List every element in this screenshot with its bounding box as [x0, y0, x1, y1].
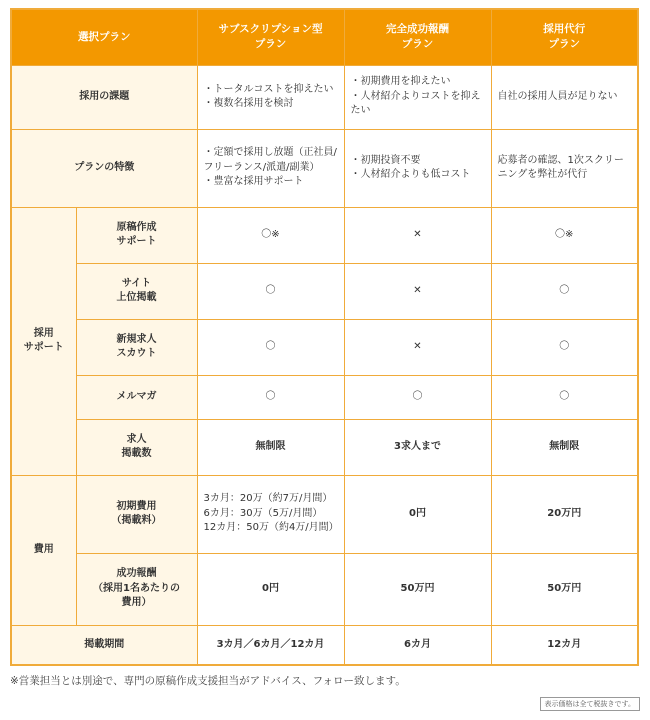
- row-label-success-fee-line1: 成功報酬: [116, 568, 157, 580]
- row-label-mailmag-text: メルマガ: [116, 390, 157, 402]
- cross-mark: ✕: [344, 263, 491, 319]
- row-label-scout-line2: スカウト: [116, 348, 157, 359]
- table-row-scout: [11, 319, 638, 375]
- row-label-site-top: [76, 263, 197, 319]
- cell-feature-subscription: [197, 129, 344, 207]
- group-label-cost: [11, 475, 76, 625]
- row-label-manuscript-line2: サポート: [116, 236, 157, 247]
- row-label-site-top-line1: サイト: [121, 277, 152, 289]
- list-item: 12カ月：50万（約4万/月間）: [203, 522, 339, 534]
- tax-notice: 表示価格は全て税抜きです。: [540, 697, 640, 711]
- circle-mark: 〇: [197, 375, 344, 419]
- list-item: ・初期費用を抑えたい: [350, 76, 451, 88]
- header-agency-plan: [491, 9, 638, 65]
- cell-success-fee-subscription: 0円: [197, 553, 344, 625]
- circle-mark: 〇: [491, 375, 638, 419]
- cell-initial-fee-agency: 20万円: [491, 475, 638, 553]
- row-label-initial-fee: [76, 475, 197, 553]
- row-label-mailmag: [76, 375, 197, 419]
- cell-feature-agency-text: 応募者の確認、1次スクリーニングを弊社が代行: [497, 154, 624, 180]
- header-agency-line2: プラン: [548, 38, 580, 51]
- row-label-period-text: 掲載期間: [84, 638, 125, 650]
- row-label-posting-count-line2: 掲載数: [121, 448, 152, 459]
- row-label-initial-fee-line2: （掲載料）: [111, 515, 162, 526]
- row-label-scout-line1: 新規求人: [116, 333, 157, 345]
- cell-period-success: 6カ月: [344, 625, 491, 665]
- cell-posting-count-success: 3求人まで: [344, 419, 491, 475]
- header-success-line2: プラン: [401, 38, 434, 51]
- table-row-issue: [11, 65, 638, 129]
- cell-posting-count-subscription: 無制限: [197, 419, 344, 475]
- header-row: [11, 9, 638, 65]
- list-item: ・トータルコストを抑えたい: [203, 83, 334, 95]
- row-label-success-fee-line3: 費用）: [121, 597, 152, 609]
- cell-feature-agency: [491, 129, 638, 207]
- footnote: ※営業担当とは別途で、専門の原稿作成支援担当がアドバイス、フォロー致します。: [10, 675, 406, 687]
- header-success-line1: 完全成功報酬: [386, 23, 449, 36]
- cell-success-fee-success: 50万円: [344, 553, 491, 625]
- circle-mark: 〇: [197, 319, 344, 375]
- circle-mark: 〇: [344, 375, 491, 419]
- table-row-mailmag: [11, 375, 638, 419]
- group-label-support: [11, 207, 76, 475]
- table-row-period: [11, 625, 638, 665]
- list-item: ・人材紹介よりも低コスト: [350, 169, 471, 180]
- cell-period-agency: 12カ月: [491, 625, 638, 665]
- table-row-site-top: [11, 263, 638, 319]
- table-row-initial-fee: [11, 475, 638, 553]
- list-item: ・定額で採用し放題（正社員/フリーランス/派遣/副業）: [203, 147, 337, 173]
- cross-mark: ✕: [344, 207, 491, 263]
- header-subscription-plan: [197, 9, 344, 65]
- row-label-success-fee-line2: （採用1名あたりの: [93, 582, 180, 594]
- table-row-feature: [11, 129, 638, 207]
- header-subscription-line1: サブスクリプション型: [218, 23, 323, 36]
- list-item: 6カ月：30万（5万/月間）: [203, 507, 323, 519]
- plan-comparison-table: [10, 8, 639, 666]
- group-label-cost-text: 費用: [33, 543, 54, 555]
- cell-success-fee-agency: 50万円: [491, 553, 638, 625]
- row-label-manuscript: [76, 207, 197, 263]
- row-label-initial-fee-line1: 初期費用: [116, 500, 157, 512]
- cross-mark: ✕: [344, 319, 491, 375]
- header-subscription-line2: プラン: [254, 38, 287, 51]
- header-select-plan-label: 選択プラン: [78, 30, 131, 43]
- circle-mark: 〇: [491, 263, 638, 319]
- table-row-posting-count: [11, 419, 638, 475]
- table-row-manuscript: [11, 207, 638, 263]
- circle-note-mark: 〇※: [491, 207, 638, 263]
- row-label-feature-text: プランの特徴: [74, 161, 135, 173]
- cell-issue-agency: [491, 65, 638, 129]
- table-row-success-fee: [11, 553, 638, 625]
- cell-issue-agency-text: 自社の採用人員が足りない: [497, 90, 618, 102]
- row-label-posting-count-line1: 求人: [126, 433, 147, 445]
- group-label-support-line1: 採用: [33, 327, 54, 339]
- header-select-plan: [11, 9, 197, 65]
- list-item: ・人材紹介よりコストを抑えたい: [350, 90, 481, 117]
- row-label-manuscript-line1: 原稿作成: [116, 221, 157, 233]
- list-item: ・初期投資不要: [350, 154, 421, 166]
- row-label-issue-text: 採用の課題: [79, 90, 130, 102]
- row-label-feature: [11, 129, 197, 207]
- circle-mark: 〇: [491, 319, 638, 375]
- header-agency-line1: 採用代行: [543, 23, 586, 36]
- row-label-period: [11, 625, 197, 665]
- cell-feature-success: [344, 129, 491, 207]
- cell-issue-subscription: [197, 65, 344, 129]
- cell-posting-count-agency: 無制限: [491, 419, 638, 475]
- circle-note-mark: 〇※: [197, 207, 344, 263]
- cell-initial-fee-subscription: [197, 475, 344, 553]
- header-success-fee-plan: [344, 9, 491, 65]
- group-label-support-line2: サポート: [23, 342, 64, 353]
- row-label-posting-count: [76, 419, 197, 475]
- circle-mark: 〇: [197, 263, 344, 319]
- row-label-success-fee: [76, 553, 197, 625]
- list-item: 3カ月：20万（約7万/月間）: [203, 493, 333, 505]
- row-label-issue: [11, 65, 197, 129]
- list-item: ・豊富な採用サポート: [203, 176, 304, 188]
- list-item: ・複数名採用を検討: [203, 98, 294, 109]
- row-label-site-top-line2: 上位掲載: [116, 292, 157, 303]
- cell-initial-fee-success: 0円: [344, 475, 491, 553]
- cell-issue-success: [344, 65, 491, 129]
- cell-period-subscription: 3カ月／6カ月／12カ月: [197, 625, 344, 665]
- row-label-scout: [76, 319, 197, 375]
